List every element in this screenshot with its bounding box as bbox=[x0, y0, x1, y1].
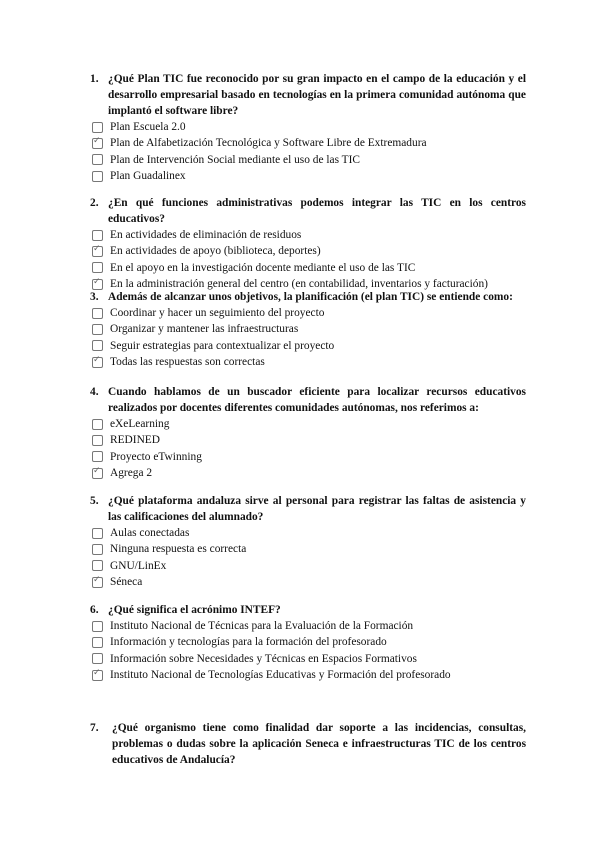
answer-option[interactable] bbox=[90, 574, 526, 590]
option-label: Séneca bbox=[110, 576, 143, 589]
question-heading bbox=[90, 195, 526, 227]
checkbox-icon[interactable] bbox=[92, 653, 103, 664]
option-label: GNU/LinEx bbox=[110, 559, 167, 572]
checked-checkbox-icon[interactable] bbox=[92, 468, 103, 479]
option-label: Plan de Alfabetización Tecnológica y Software Libre de Extremadura bbox=[110, 137, 427, 150]
question-number: 6. bbox=[90, 604, 99, 616]
option-label: Instituto Nacional de Técnicas para la Evaluación de la Formación bbox=[110, 620, 414, 633]
answer-option[interactable] bbox=[90, 321, 526, 337]
checkbox-icon[interactable] bbox=[92, 637, 103, 648]
answer-option[interactable] bbox=[90, 667, 526, 683]
checkbox-icon[interactable] bbox=[92, 154, 103, 165]
question-text: Cuando hablamos de un buscador eficiente para localizar recursos educativos realizados por docentes diferentes comunidades autónomas, nos referimos a: bbox=[108, 386, 526, 414]
option-label: Plan de Intervención Social mediante el uso de las TIC bbox=[110, 153, 360, 166]
checkbox-icon[interactable] bbox=[92, 621, 103, 632]
answer-option[interactable] bbox=[90, 541, 526, 557]
option-label: En actividades de eliminación de residuos bbox=[110, 229, 302, 242]
question-number: 4. bbox=[90, 386, 99, 398]
answer-option[interactable] bbox=[90, 416, 526, 432]
answer-option[interactable] bbox=[90, 651, 526, 667]
checked-checkbox-icon[interactable] bbox=[92, 138, 103, 149]
checkbox-icon[interactable] bbox=[92, 451, 103, 462]
question-heading bbox=[90, 493, 526, 525]
answer-option[interactable] bbox=[90, 260, 526, 276]
answer-option[interactable] bbox=[90, 305, 526, 321]
option-label: En el apoyo en la investigación docente mediante el uso de las TIC bbox=[110, 261, 416, 274]
question-number: 2. bbox=[90, 197, 99, 209]
question-block bbox=[90, 720, 526, 768]
option-label: REDINED bbox=[110, 434, 160, 447]
question-text: ¿En qué funciones administrativas podemos integrar las TIC en los centros educativos? bbox=[108, 197, 526, 225]
question-text: ¿Qué significa el acrónimo INTEF? bbox=[108, 604, 281, 616]
answer-option[interactable] bbox=[90, 135, 526, 151]
option-label: Información y tecnologías para la formación del profesorado bbox=[110, 636, 387, 649]
question-block bbox=[90, 384, 526, 481]
question-block bbox=[90, 493, 526, 590]
question-block bbox=[90, 71, 526, 184]
question-block bbox=[90, 289, 526, 370]
question-text: ¿Qué organismo tiene como finalidad dar soporte a las incidencias, consultas, problemas o dudas sobre la aplicación Seneca e infraestructuras TIC de los centros educativos de Andalucía? bbox=[112, 722, 526, 766]
checked-checkbox-icon[interactable] bbox=[92, 279, 103, 290]
question-number: 7. bbox=[90, 722, 99, 734]
checkbox-icon[interactable] bbox=[92, 171, 103, 182]
option-label: Todas las respuestas son correctas bbox=[110, 356, 265, 369]
answer-option[interactable] bbox=[90, 168, 526, 184]
option-label: Aulas conectadas bbox=[110, 527, 190, 540]
checkbox-icon[interactable] bbox=[92, 560, 103, 571]
answer-option[interactable] bbox=[90, 243, 526, 259]
option-label: Seguir estrategias para contextualizar el proyecto bbox=[110, 339, 335, 352]
question-number: 3. bbox=[90, 291, 99, 303]
checked-checkbox-icon[interactable] bbox=[92, 357, 103, 368]
answer-option[interactable] bbox=[90, 634, 526, 650]
option-label: eXeLearning bbox=[110, 418, 170, 431]
option-label: En actividades de apoyo (biblioteca, deportes) bbox=[110, 245, 321, 258]
checked-checkbox-icon[interactable] bbox=[92, 246, 103, 257]
question-heading bbox=[90, 71, 526, 119]
option-label: Coordinar y hacer un seguimiento del proyecto bbox=[110, 307, 325, 320]
checked-checkbox-icon[interactable] bbox=[92, 670, 103, 681]
question-block bbox=[90, 602, 526, 683]
checkbox-icon[interactable] bbox=[92, 528, 103, 539]
answer-option[interactable] bbox=[90, 354, 526, 370]
question-block bbox=[90, 195, 526, 292]
checked-checkbox-icon[interactable] bbox=[92, 577, 103, 588]
answer-option[interactable] bbox=[90, 449, 526, 465]
checkbox-icon[interactable] bbox=[92, 324, 103, 335]
answer-option[interactable] bbox=[90, 338, 526, 354]
option-label: Instituto Nacional de Tecnologías Educativas y Formación del profesorado bbox=[110, 669, 451, 682]
question-heading bbox=[90, 602, 526, 618]
checkbox-icon[interactable] bbox=[92, 262, 103, 273]
checkbox-icon[interactable] bbox=[92, 340, 103, 351]
answer-option[interactable] bbox=[90, 558, 526, 574]
answer-option[interactable] bbox=[90, 432, 526, 448]
question-number: 1. bbox=[90, 73, 99, 85]
option-label: Plan Escuela 2.0 bbox=[110, 121, 186, 134]
answer-option[interactable] bbox=[90, 227, 526, 243]
checkbox-icon[interactable] bbox=[92, 544, 103, 555]
option-label: Ninguna respuesta es correcta bbox=[110, 543, 247, 556]
option-label: Organizar y mantener las infraestructuras bbox=[110, 323, 299, 336]
answer-option[interactable] bbox=[90, 119, 526, 135]
checkbox-icon[interactable] bbox=[92, 308, 103, 319]
option-label: Proyecto eTwinning bbox=[110, 450, 202, 463]
checkbox-icon[interactable] bbox=[92, 230, 103, 241]
answer-option[interactable] bbox=[90, 465, 526, 481]
option-label: En la administración general del centro (en contabilidad, inventarios y facturación) bbox=[110, 278, 488, 291]
question-number: 5. bbox=[90, 495, 99, 507]
checkbox-icon[interactable] bbox=[92, 122, 103, 133]
option-label: Agrega 2 bbox=[110, 467, 153, 480]
question-text: Además de alcanzar unos objetivos, la planificación (el plan TIC) se entiende como: bbox=[108, 291, 513, 303]
answer-option[interactable] bbox=[90, 152, 526, 168]
checkbox-icon[interactable] bbox=[92, 419, 103, 430]
answer-option[interactable] bbox=[90, 525, 526, 541]
question-heading bbox=[90, 289, 526, 305]
answer-option[interactable] bbox=[90, 618, 526, 634]
checkbox-icon[interactable] bbox=[92, 435, 103, 446]
question-heading bbox=[90, 384, 526, 416]
option-label: Información sobre Necesidades y Técnicas en Espacios Formativos bbox=[110, 652, 417, 665]
question-text: ¿Qué plataforma andaluza sirve al personal para registrar las faltas de asistencia y las calificaciones del alumnado? bbox=[108, 495, 526, 523]
option-label: Plan Guadalinex bbox=[110, 170, 186, 183]
question-text: ¿Qué Plan TIC fue reconocido por su gran impacto en el campo de la educación y el desarrollo empresarial basado en tecnologías en la primera comunidad autónoma que implantó el software libre? bbox=[108, 73, 526, 117]
question-heading bbox=[90, 720, 526, 768]
